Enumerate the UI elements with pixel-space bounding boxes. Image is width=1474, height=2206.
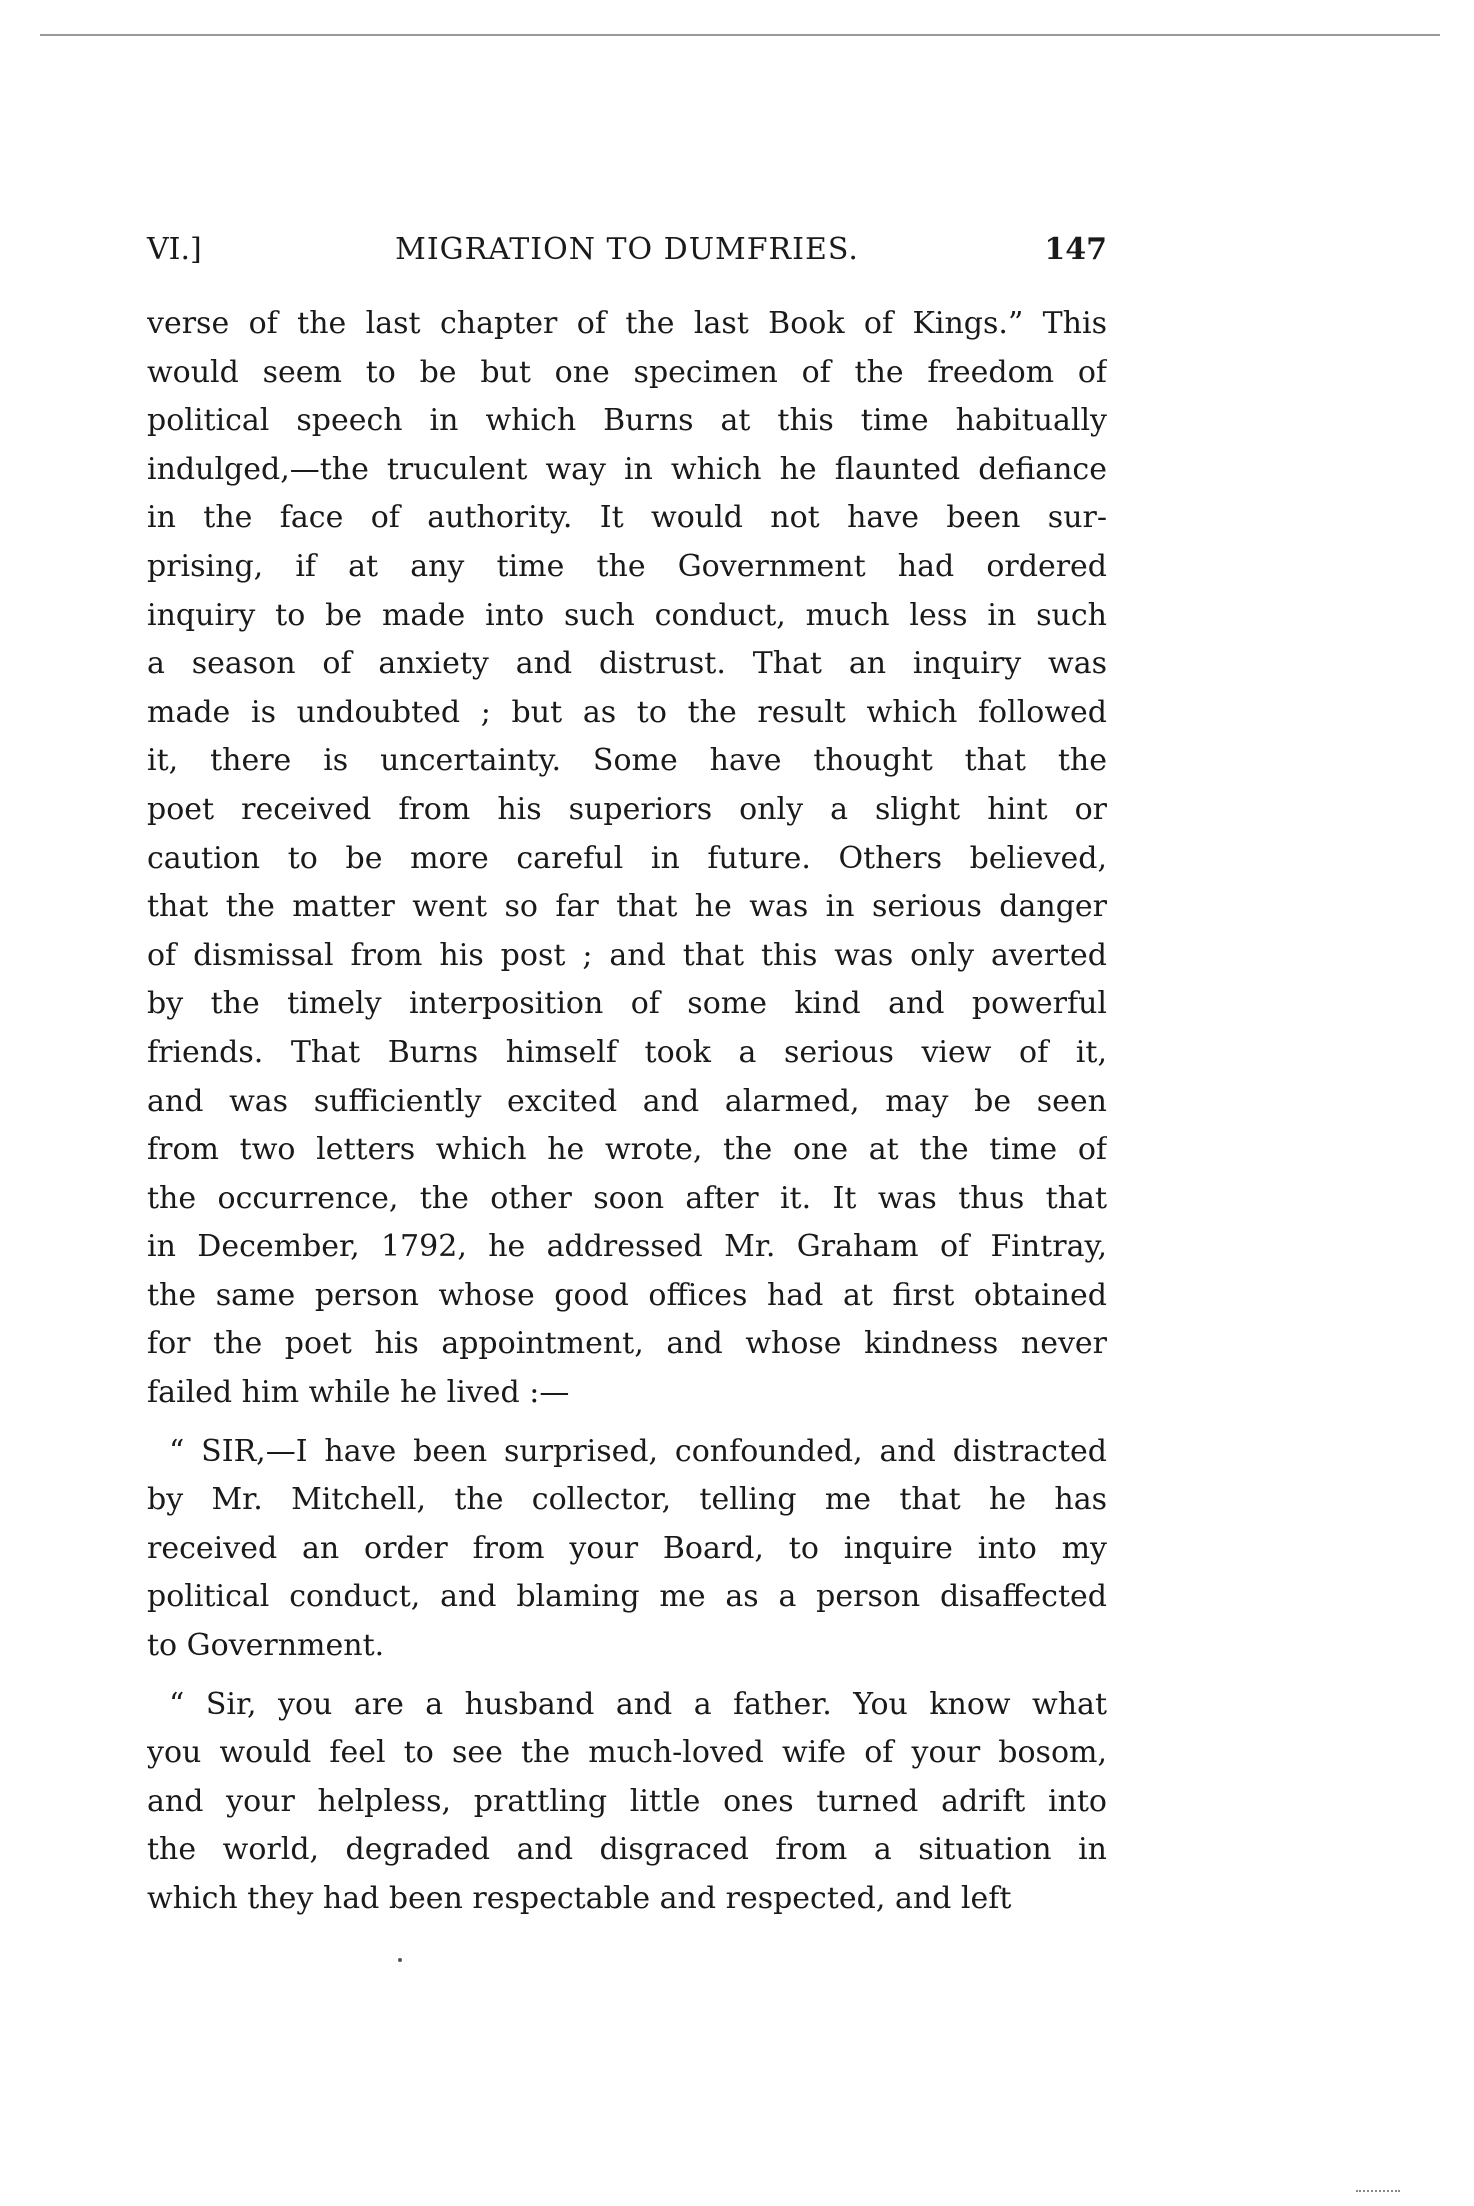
chapter-label: VI.]	[147, 232, 202, 267]
paragraph	[147, 1681, 1107, 1924]
text-line: by Mr. Mitchell, the collector, telling me that he has	[147, 1482, 1107, 1518]
text-line: inquiry to be made into such conduct, much less in such	[147, 597, 1107, 633]
text-line: you would feel to see the much-loved wife of your bosom,	[147, 1735, 1107, 1771]
running-head	[147, 228, 1107, 272]
text-line: which they had been respectable and respected, and left	[147, 1881, 1012, 1916]
text-line: a season of anxiety and distrust. That an inquiry was	[147, 646, 1107, 682]
top-scan-rule	[40, 34, 1440, 36]
paragraph-gap	[147, 1671, 1107, 1681]
paragraph	[147, 1428, 1107, 1671]
text-line: “ SIR,—I have been surprised, confounded, and distracted	[169, 1433, 1107, 1469]
text-line: failed him while he lived :—	[147, 1375, 570, 1411]
paragraph-gap	[147, 1418, 1107, 1428]
text-line: and your helpless, prattling little ones turned adrift into	[147, 1783, 1107, 1819]
text-line: the occurrence, the other soon after it. It was thus that	[147, 1180, 1107, 1216]
text-line: in the face of authority. It would not have been sur-	[147, 500, 1107, 536]
text-line: for the poet his appointment, and whose kindness never	[147, 1326, 1107, 1362]
library-stamp-mark	[1356, 2184, 1400, 2192]
text-line: by the timely interposition of some kind and powerful	[147, 986, 1107, 1022]
text-line: made is undoubted ; but as to the result which followed	[147, 694, 1107, 730]
body-text	[147, 300, 1107, 1924]
text-line: the same person whose good offices had at first obtained	[147, 1277, 1107, 1313]
text-line: would seem to be but one specimen of the freedom of	[147, 354, 1107, 390]
text-line: “ Sir, you are a husband and a father. You know what	[169, 1686, 1107, 1722]
text-line: caution to be more careful in future. Others believed,	[147, 840, 1107, 876]
text-line: verse of the last chapter of the last Book of Kings.” This	[147, 306, 1107, 341]
text-line: political conduct, and blaming me as a person disaffected	[147, 1579, 1107, 1615]
text-line: of dismissal from his post ; and that this was only averted	[147, 937, 1107, 973]
running-title: MIGRATION TO DUMFRIES.	[395, 232, 859, 267]
text-line: from two letters which he wrote, the one at the time of	[147, 1132, 1107, 1168]
text-line: in December, 1792, he addressed Mr. Graham of Fintray,	[147, 1229, 1107, 1265]
page-number: 147	[1044, 232, 1107, 267]
text-line: the world, degraded and disgraced from a situation in	[147, 1832, 1107, 1868]
text-line: that the matter went so far that he was in serious danger	[147, 889, 1107, 925]
text-line: friends. That Burns himself took a serious view of it,	[147, 1034, 1107, 1070]
text-line: and was sufficiently excited and alarmed, may be seen	[147, 1083, 1107, 1119]
text-line: prising, if at any time the Government had ordered	[147, 548, 1107, 584]
text-line: to Government.	[147, 1628, 385, 1664]
text-line: it, there is uncertainty. Some have thought that the	[147, 743, 1107, 779]
text-line: received an order from your Board, to inquire into my	[147, 1530, 1107, 1566]
stray-ink-mark	[398, 1958, 402, 1962]
text-line: poet received from his superiors only a slight hint or	[147, 791, 1107, 827]
paragraph	[147, 300, 1107, 1418]
text-line: indulged,—the truculent way in which he flaunted defiance	[147, 451, 1107, 487]
text-line: political speech in which Burns at this time habitually	[147, 403, 1107, 439]
